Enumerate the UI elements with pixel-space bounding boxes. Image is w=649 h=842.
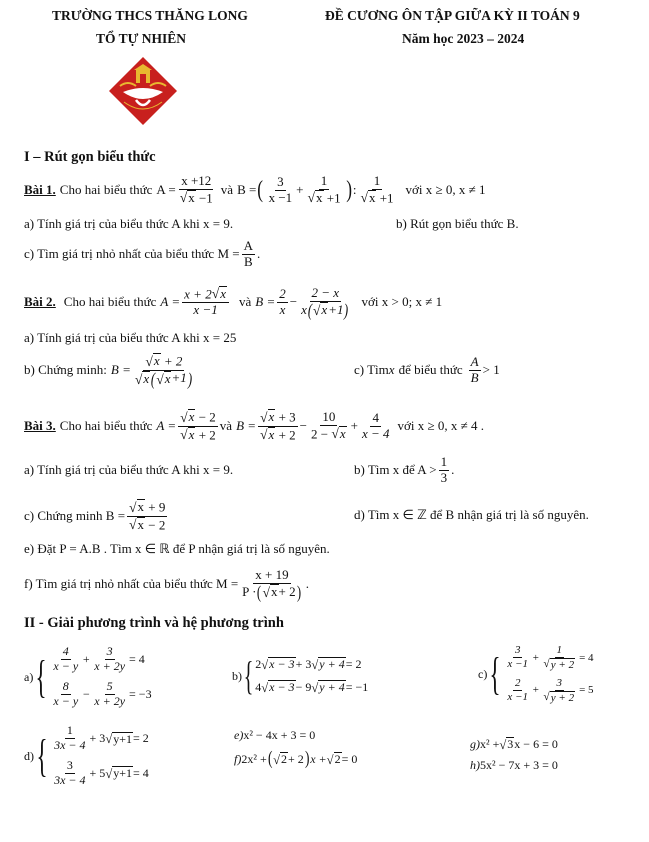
fraction-numerator: 4 bbox=[62, 644, 69, 659]
colon-sign: : bbox=[352, 182, 357, 197]
bai2-part-b bbox=[24, 346, 197, 394]
fraction-denominator: √ x +1 bbox=[360, 189, 394, 206]
den-rest: +1 bbox=[323, 190, 341, 206]
brace-icon: { bbox=[36, 730, 48, 781]
bai3-part-b bbox=[354, 452, 454, 488]
radicand: x bbox=[188, 189, 195, 205]
radicand: x bbox=[220, 285, 226, 301]
system-b: b) { 2 √ x − 3 + 3 √ y + 4 = 2 4 √ x − 3 − 9 √ y + 4 = −1 bbox=[232, 653, 369, 698]
den-rest: +1 bbox=[376, 190, 394, 206]
radicand: 2 bbox=[334, 751, 341, 766]
bai2-statement bbox=[24, 280, 442, 324]
radicand: x bbox=[268, 408, 275, 424]
equation-g: g) x² + √ 3 x − 6 = 0 bbox=[470, 737, 558, 752]
fraction-denominator: x −1 bbox=[507, 658, 528, 671]
rhs: = 4 bbox=[129, 652, 145, 667]
bai1-b-fraction-3 bbox=[358, 174, 395, 207]
equation-part: x − 6 = 0 bbox=[514, 737, 558, 751]
fraction-denominator: x ( √ x +1 ) bbox=[301, 299, 349, 320]
bai3-part-d: d) Tìm x ∈ ℤ để B nhận giá trị là số nguyên. bbox=[354, 507, 589, 522]
fraction-numerator: 1 bbox=[320, 172, 328, 188]
rhs: = 4 bbox=[579, 651, 594, 664]
radicand: y + 2 bbox=[550, 658, 575, 671]
bai3-intro: Cho hai biểu thức bbox=[59, 418, 153, 433]
and-word: và bbox=[238, 294, 252, 309]
radicand: x bbox=[339, 425, 346, 441]
fraction-numerator: 2 − x bbox=[311, 284, 340, 300]
den-rest: +1 bbox=[328, 301, 344, 317]
radicand: y + 4 bbox=[319, 657, 345, 672]
equation-part: x² + bbox=[480, 737, 500, 751]
bai1-label: Bài 1. bbox=[24, 182, 56, 197]
bai3-b-fraction-1 bbox=[258, 409, 298, 443]
radicand: x bbox=[321, 302, 328, 318]
part-c-text: c) Tìm giá trị nhỏ nhất của biểu thức M = bbox=[24, 246, 240, 261]
den-part: 2 − bbox=[311, 426, 332, 442]
bai3-b-fraction-2 bbox=[309, 410, 349, 443]
system-a bbox=[24, 636, 152, 718]
radicand: x bbox=[143, 371, 150, 387]
bai3-a-lhs: A = bbox=[156, 418, 177, 433]
radicand: x bbox=[271, 584, 278, 600]
coef: 2 bbox=[255, 657, 262, 671]
plus-sign: + bbox=[350, 418, 358, 433]
fraction-numerator: √ x + 9 bbox=[129, 498, 166, 515]
bai3-condition: với x ≥ 0, x ≠ 4 . bbox=[397, 418, 485, 433]
bai1-a-fraction bbox=[178, 174, 215, 207]
equation-label: f) bbox=[234, 751, 242, 766]
rhs: = 2 bbox=[133, 731, 149, 746]
operator: + bbox=[531, 651, 540, 664]
equation-label: g) bbox=[470, 737, 480, 751]
fraction-denominator: x − 4 bbox=[361, 425, 390, 441]
fraction-numerator: 1 bbox=[66, 723, 73, 738]
den-rest: +1 bbox=[171, 370, 187, 386]
and-word: và bbox=[220, 182, 234, 197]
den-part: x bbox=[301, 301, 307, 317]
section-1-title: I – Rút gọn biểu thức bbox=[24, 149, 156, 165]
system-c: c) { $\frac{3}{x -1}$ + 1 √ y + 2 = 4 $\frac{2}{x -1}$ + 3 √ y + 2 = 5 bbox=[478, 644, 594, 704]
operator: + bbox=[82, 652, 91, 667]
den-rest: − 2 bbox=[145, 517, 166, 533]
equation-f: f) 2x² + ( √ 2 + 2 ) x + √ 2 = 0 bbox=[234, 748, 358, 770]
num-rest: − 2 bbox=[195, 409, 216, 425]
period: . bbox=[305, 576, 309, 591]
den-rest: + 2 bbox=[275, 427, 296, 443]
department-name: TỔ TỰ NHIÊN bbox=[96, 31, 187, 46]
bai2-b-proof-fraction bbox=[133, 353, 195, 387]
operator: + 3 bbox=[89, 731, 106, 746]
bai3-b-lhs: B = bbox=[236, 418, 257, 433]
school-name: TRƯỜNG THCS THĂNG LONG bbox=[52, 8, 248, 23]
operator: + bbox=[531, 684, 540, 697]
fraction-denominator: x −1 bbox=[268, 189, 293, 205]
bai2-part-a: a) Tính giá trị của biểu thức A khi x = 25 bbox=[24, 330, 237, 345]
bai3-part-c bbox=[24, 496, 169, 536]
radicand: x bbox=[268, 426, 275, 442]
part-b-text: b) Chứng minh: bbox=[24, 362, 107, 377]
system-label: c) bbox=[478, 666, 488, 681]
radicand: y+1 bbox=[113, 731, 133, 746]
operator: + 3 bbox=[295, 657, 312, 671]
fraction-numerator: 4 bbox=[372, 409, 379, 425]
radicand: x bbox=[164, 371, 171, 387]
operator: + 5 bbox=[89, 765, 106, 780]
fraction-denominator: x − y bbox=[53, 693, 79, 708]
fraction-denominator: 2 − √ x bbox=[311, 425, 346, 442]
school-year: Năm học 2023 – 2024 bbox=[402, 31, 525, 46]
rhs: = −3 bbox=[129, 686, 152, 701]
fraction-denominator: √ x −1 bbox=[179, 189, 213, 206]
system-label: d) bbox=[24, 748, 34, 763]
operator: − bbox=[82, 686, 91, 701]
radicand: x − 3 bbox=[269, 680, 295, 695]
fraction-numerator: √ x + 2 bbox=[145, 353, 183, 369]
bai1-b-fraction-2 bbox=[306, 174, 343, 207]
num-rest: + 9 bbox=[145, 499, 166, 515]
bai3-part-f bbox=[24, 562, 309, 606]
equation-part: = 0 bbox=[341, 751, 358, 766]
fraction-numerator: x +12 bbox=[181, 172, 212, 188]
fraction-denominator: √ x − 2 bbox=[129, 516, 166, 533]
radicand: x bbox=[368, 189, 376, 205]
bai2-a-fraction bbox=[182, 286, 229, 319]
rhs: = −1 bbox=[345, 680, 369, 694]
system-label: a) bbox=[24, 669, 34, 684]
radicand: y+1 bbox=[113, 766, 133, 781]
fraction-numerator: 3 bbox=[556, 677, 562, 689]
equation-text: x² − 4x + 3 = 0 bbox=[243, 728, 316, 742]
rhs: = 2 bbox=[345, 657, 362, 671]
bai1-b-fraction-1 bbox=[267, 175, 295, 206]
part-b-text: b) Tìm x để A > bbox=[354, 462, 437, 477]
equation-e bbox=[234, 728, 315, 743]
operator: − 9 bbox=[295, 680, 312, 694]
fraction-denominator: x − y bbox=[53, 659, 79, 674]
bai1-intro: Cho hai biểu thức bbox=[59, 182, 153, 197]
fraction-denominator: √ x +1 bbox=[307, 189, 341, 206]
fraction-denominator: 3x − 4 bbox=[54, 772, 86, 787]
brace-icon: { bbox=[35, 651, 47, 702]
system-label: b) bbox=[232, 668, 242, 683]
fraction-denominator: x + 2y bbox=[94, 659, 126, 674]
bai3-part-a: a) Tính giá trị của biểu thức A khi x = 9. bbox=[24, 462, 234, 477]
bai3-c-fraction bbox=[127, 499, 167, 533]
fraction-numerator: √ x − 2 bbox=[180, 408, 216, 425]
bai1-part-a: a) Tính giá trị của biểu thức A khi x = 9. bbox=[24, 216, 234, 231]
fraction-denominator: √ x + 2 bbox=[260, 426, 296, 443]
fraction-denominator: √ x + 2 bbox=[180, 426, 216, 443]
fraction-denominator: x −1 bbox=[193, 302, 218, 318]
school-logo bbox=[108, 56, 178, 126]
radicand: x bbox=[316, 189, 323, 205]
fraction-numerator: 2 bbox=[514, 677, 521, 690]
fraction-numerator: 3 bbox=[66, 758, 73, 772]
and-word: và bbox=[219, 418, 233, 433]
bai3-statement bbox=[24, 404, 484, 448]
coef: 4 bbox=[255, 680, 262, 694]
equation-part: 2x² + bbox=[241, 751, 267, 766]
fraction-denominator: x −1 bbox=[507, 690, 528, 703]
den-rest: + 2 bbox=[195, 427, 216, 443]
equation-part: + 2 bbox=[288, 751, 304, 766]
radicand: x bbox=[137, 498, 145, 514]
fraction-denominator: x bbox=[279, 301, 286, 317]
fraction-numerator: A bbox=[470, 353, 479, 369]
fraction-numerator: 10 bbox=[322, 408, 336, 424]
fraction-denominator: √ x ( √ x +1 ) bbox=[134, 368, 192, 389]
period: . bbox=[451, 462, 455, 477]
fraction-numerator: 1 bbox=[373, 172, 381, 188]
bai1-condition: với x ≥ 0, x ≠ 1 bbox=[405, 182, 486, 197]
bai2-part-c bbox=[354, 352, 500, 388]
var-x: x bbox=[388, 362, 395, 377]
fraction-numerator: 1 bbox=[440, 453, 448, 469]
bai2-b-fraction-1 bbox=[277, 287, 288, 318]
fraction-numerator: √ x + 3 bbox=[260, 408, 296, 425]
rhs: = 5 bbox=[579, 684, 594, 697]
bai3-b-fraction-3 bbox=[360, 411, 392, 442]
brace-icon: { bbox=[243, 653, 254, 698]
radicand: x bbox=[153, 353, 160, 369]
rhs: = 4 bbox=[133, 765, 149, 780]
num-part: x + 2 bbox=[184, 286, 212, 302]
num-rest: + 3 bbox=[275, 409, 296, 425]
inequality: > 1 bbox=[482, 362, 500, 377]
radicand: x − 3 bbox=[269, 657, 295, 672]
bai2-condition: với x > 0; x ≠ 1 bbox=[361, 294, 443, 309]
b-lhs: B = bbox=[110, 362, 131, 377]
fraction-numerator: 3 bbox=[277, 173, 284, 189]
bai1-c-fraction bbox=[242, 239, 255, 270]
bai3-a-fraction bbox=[178, 409, 218, 443]
section-2-title: II - Giải phương trình và hệ phương trình bbox=[24, 615, 284, 631]
radicand: 2 bbox=[281, 751, 288, 766]
bai1-part-c bbox=[24, 236, 260, 272]
bai2-label: Bài 2. bbox=[24, 294, 56, 309]
fraction-numerator: 3 bbox=[514, 644, 521, 657]
plus-sign: + bbox=[296, 182, 304, 197]
radicand: y + 4 bbox=[319, 680, 345, 695]
fraction-denominator: B bbox=[243, 253, 253, 269]
fraction-denominator: 3x − 4 bbox=[54, 738, 86, 753]
num-rest: + 2 bbox=[160, 353, 183, 369]
fraction-denominator: x + 2y bbox=[94, 693, 126, 708]
bai3-f-fraction bbox=[240, 568, 304, 600]
bai3-label: Bài 3. bbox=[24, 418, 56, 433]
bai2-b-lhs: B = bbox=[255, 294, 276, 309]
bai1-a-lhs: A = bbox=[156, 182, 176, 197]
fraction-numerator: A bbox=[243, 237, 253, 253]
equation-label: e) bbox=[234, 728, 244, 742]
bai3-part-e: e) Đặt P = A.B . Tìm x ∈ ℝ để P nhận giá trị là số nguyên. bbox=[24, 541, 330, 556]
fraction-numerator: x + 19 bbox=[255, 566, 289, 582]
period: . bbox=[256, 246, 261, 261]
equation-part: x + bbox=[310, 751, 327, 766]
part-c-text-2: để biểu thức bbox=[398, 362, 463, 377]
system-d: d) { $\frac{1}{3x - 4}$ + 3 √ y+1 = 2 $\frac{3}{3x - 4}$ + 5 √ y+1 = 4 bbox=[24, 723, 149, 787]
equation-label: h) bbox=[470, 758, 480, 772]
den-rest: + 2 bbox=[278, 583, 296, 599]
radicand: x bbox=[137, 516, 145, 532]
minus-sign: − bbox=[289, 294, 298, 309]
bai1-statement: Bài 1. Cho hai biểu thức A = x +12 √ x −1 và B = ( $\frac{3}{x -1}$ + 1 √ x +1 ) : 1 √ x +1 với x ≥ 0, x ≠ 1 bbox=[24, 172, 486, 206]
fraction-denominator: 3 bbox=[440, 469, 448, 485]
den-part: P · bbox=[242, 583, 257, 599]
bai2-intro: Cho hai biểu thức bbox=[63, 294, 157, 309]
radicand: 3 bbox=[507, 737, 514, 752]
equation-h bbox=[470, 758, 558, 773]
fraction-numerator: 3 bbox=[106, 644, 113, 659]
den-rest: −1 bbox=[195, 190, 213, 206]
fraction-numerator: 8 bbox=[62, 679, 69, 693]
radicand: x bbox=[188, 408, 195, 424]
part-c-text: c) Tìm bbox=[354, 362, 389, 377]
bai2-a-lhs: A = bbox=[160, 294, 181, 309]
part-f-text: f) Tìm giá trị nhỏ nhất của biểu thức M = bbox=[24, 576, 239, 591]
part-c-text: c) Chứng minh B = bbox=[24, 508, 126, 523]
minus-sign: − bbox=[299, 418, 307, 433]
radicand: y + 2 bbox=[550, 691, 575, 704]
radicand: x bbox=[188, 426, 195, 442]
bai2-b-fraction-2 bbox=[299, 286, 351, 318]
bai1-part-b: b) Rút gọn biểu thức B. bbox=[396, 216, 519, 231]
bai3-b-frac bbox=[439, 455, 450, 486]
document-title: ĐỀ CƯƠNG ÔN TẬP GIỮA KỲ II TOÁN 9 bbox=[325, 8, 580, 23]
fraction-numerator: 2 bbox=[279, 285, 286, 301]
fraction-denominator: P · ( √ x + 2 ) bbox=[242, 581, 301, 602]
bai1-b-lhs: B = bbox=[237, 182, 257, 197]
equation-text: 5x² − 7x + 3 = 0 bbox=[480, 758, 558, 772]
fraction-denominator: B bbox=[470, 369, 479, 385]
fraction-numerator: 1 bbox=[556, 644, 562, 657]
fraction-numerator: 5 bbox=[106, 679, 113, 693]
bai2-c-fraction bbox=[469, 355, 481, 386]
brace-icon: { bbox=[489, 648, 501, 699]
fraction-numerator: x + 2 √ x bbox=[182, 286, 229, 304]
